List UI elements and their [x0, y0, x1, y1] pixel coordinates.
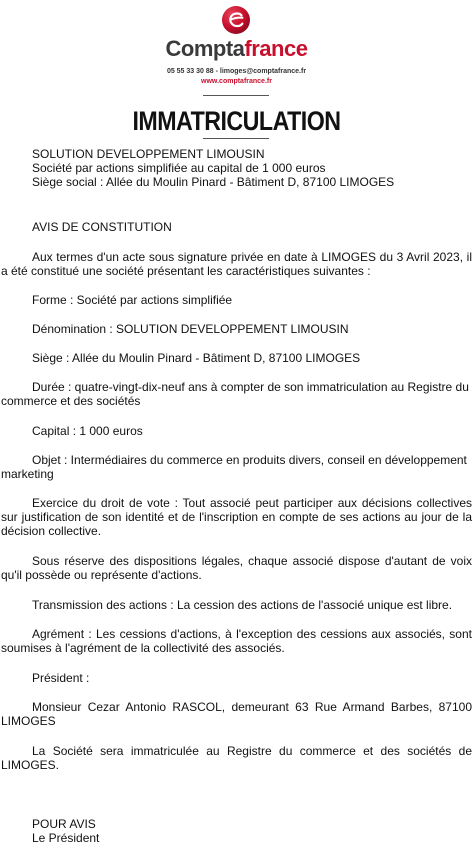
company-legal-form: Société par actions simplifiée au capital de 1 000 euros — [32, 161, 326, 175]
paragraph-forme: Forme : Société par actions simplifiée — [32, 293, 233, 307]
contact-line: 05 55 33 30 88 - limoges@comptafrance.fr — [166, 68, 307, 75]
paragraph-denomination: Dénomination : SOLUTION DEVELOPPEMENT LIMOUSIN — [32, 322, 349, 336]
paragraph-agrement: Agrément : Les cessions d'actions, à l'exception des cessions aux associés, sont soumises à l'agrément de la collectivité des associés. — [1, 627, 472, 655]
paragraph-transmission: Transmission des actions : La cession des actions de l'associé unique est libre. — [32, 598, 453, 612]
paragraph-vote: Exercice du droit de vote : Tout associé peut participer aux décisions collectives sur justification de son identité et de l'inscription en compte de ses actions au jour de la décision collective. — [1, 496, 472, 538]
stylized-e-icon — [221, 5, 251, 35]
paragraph-immatriculation: La Société sera immatriculée au Registre du commerce et des sociétés de LIMOGES. — [1, 744, 472, 772]
paragraph-siege: Siège : Allée du Moulin Pinard - Bâtiment D, 87100 LIMOGES — [32, 351, 361, 365]
paragraph-reserve: Sous réserve des dispositions légales, chaque associé dispose d'autant de voix qu'il possède ou représente d'actions. — [1, 554, 472, 582]
title-rule-top — [203, 95, 269, 96]
page-title: IMMATRICULATION — [132, 106, 341, 136]
paragraph-capital: Capital : 1 000 euros — [32, 424, 143, 438]
company-name: SOLUTION DEVELOPPEMENT LIMOUSIN — [32, 147, 265, 161]
paragraph-president-label: Président : — [32, 671, 90, 685]
signature-pour-avis: POUR AVIS — [32, 817, 96, 831]
signature-signatory: Le Président — [32, 831, 100, 845]
header — [0, 0, 473, 100]
brand-name-part2: france — [244, 36, 308, 61]
brand-name — [0, 36, 473, 62]
brand-name-part1: Compta — [165, 36, 245, 61]
website-link[interactable]: www.comptafrance.fr — [201, 78, 272, 85]
paragraph-duree: Durée : quatre-vingt-dix-neuf ans à compter de son immatriculation au Registre du commerce et des sociétés — [1, 380, 469, 408]
paragraph-intro: Aux termes d'un acte sous signature privée en date à LIMOGES du 3 Avril 2023, il a été constitué une société présentant les caractéristiques suivantes : — [1, 250, 472, 278]
paragraph-president: Monsieur Cezar Antonio RASCOL, demeurant 63 Rue Armand Barbes, 87100 LIMOGES — [1, 700, 472, 728]
company-seat: Siège social : Allée du Moulin Pinard - Bâtiment D, 87100 LIMOGES — [32, 175, 395, 189]
paragraph-objet: Objet : Intermédiaires du commerce en produits divers, conseil en développement marketing — [1, 453, 467, 481]
notice-heading: AVIS DE CONSTITUTION — [32, 220, 172, 234]
title-rule-bottom — [203, 138, 269, 139]
